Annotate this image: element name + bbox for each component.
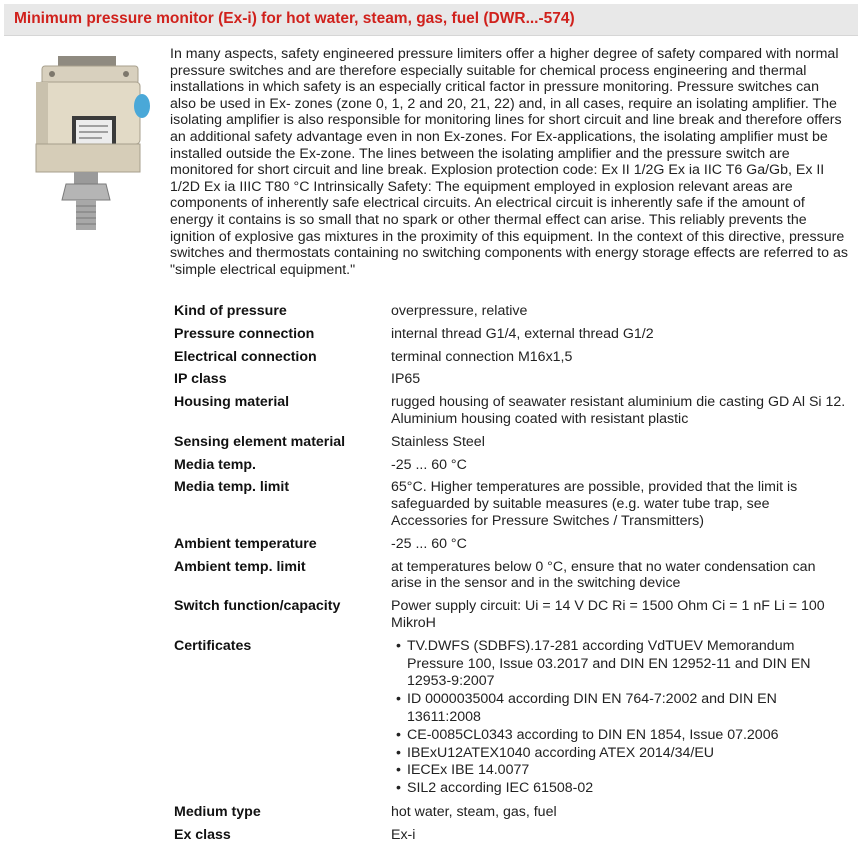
certificate-item: • TV.DWFS (SDBFS).17-281 according VdTUEV Memorandum Pressure 100, Issue 03.2017 and DIN EN 12952-11 and DIN EN 12953-9:2007 — [391, 638, 848, 691]
spec-label: Ambient temperature — [174, 535, 317, 552]
product-description — [170, 46, 848, 278]
spec-label: Certificates — [174, 637, 252, 654]
certificate-item: • IECEx IBE 14.0077 — [391, 762, 848, 780]
spec-value: Stainless Steel — [391, 433, 485, 450]
spec-label: Media temp. — [174, 456, 256, 473]
spec-row — [170, 394, 860, 434]
spec-row — [170, 457, 860, 480]
spec-row — [170, 536, 860, 559]
spec-value: overpressure, relative — [391, 303, 528, 319]
spec-value: Ex-i — [391, 826, 416, 843]
spec-value: rugged housing of seawater resistant aluminium die casting GD Al Si 12. Aluminium housing coated with resistant plastic — [391, 394, 846, 427]
spec-row — [170, 804, 860, 827]
spec-label: Ex class — [174, 826, 231, 843]
product-image — [16, 54, 156, 234]
spec-value: 65°C. Higher temperatures are possible, provided that the limit is safeguarded by suitable measures (e.g. water tube trap, see Accessories for Pressure Switches / Transmitters) — [391, 479, 798, 529]
spec-value: at temperatures below 0 °C, ensure that no water condensation can arise in the sensor and in the switching device — [391, 558, 816, 592]
spec-row-certificates — [170, 638, 860, 804]
spec-value: hot water, steam, gas, fuel — [391, 803, 557, 820]
spec-table — [170, 303, 860, 850]
certificate-item: • CE-0085CL0343 according to DIN EN 1854, Issue 07.2006 — [391, 727, 848, 745]
spec-row — [170, 326, 860, 349]
page-title: Minimum pressure monitor (Ex-i) for hot water, steam, gas, fuel (DWR...-574) — [14, 10, 575, 27]
spec-label: Housing material — [174, 394, 290, 411]
spec-label: Ambient temp. limit — [174, 558, 306, 575]
spec-row — [170, 349, 860, 372]
spec-row — [170, 559, 860, 599]
spec-row — [170, 827, 860, 850]
spec-value: -25 ... 60 °C — [391, 535, 467, 552]
spec-label: Switch function/capacity — [174, 598, 341, 615]
spec-label: Media temp. limit — [174, 479, 290, 496]
spec-value: -25 ... 60 °C — [391, 456, 467, 473]
spec-row — [170, 479, 860, 535]
certificate-item: • IBExU12ATEX1040 according ATEX 2014/34/EU — [391, 745, 848, 763]
spec-label: Electrical connection — [174, 348, 317, 365]
spec-row — [170, 303, 860, 326]
spec-row — [170, 598, 860, 638]
page-header — [4, 4, 858, 36]
spec-row — [170, 434, 860, 457]
spec-row — [170, 371, 860, 394]
description-text: In many aspects, safety engineered pressure limiters offer a higher degree of safety compared with normal pressure switches and are therefore especially suitable for chemical process engineering and thermal installations in which safety is an especially critical factor in pressure monitoring. Pressure switches can also be used in Ex- zones (zone 0, 1, 2 and 20, 21, 22) and, in all cases, require an isolating amplifier. The isolating amplifier is also responsible for monitoring lines for short circuit and line break and therefore offers an additional safety advantage even in non Ex-zones. For Ex-applications, the isolating amplifier must be installed outside the Ex-zone. The lines between the isolating amplifier and the pressure switch are monitored for short circuit and line break. Explosion protection code: Ex II 1/2G Ex ia IIC T6 Ga/Gb, Ex II 1/2D Ex ia IIIC T80 °C Intrinsically Safety: The equipment employed in explosion relevant areas are components of inherently safe electrical circuits. An electrical circuit is inherently safe if the amount of energy it contains is so small that no spark or other thermal effect can arise. This reliably prevents the ignition of explosive gas mixtures in the proximity of this equipment. In the context of this directive, pressure switches and thermostats containing no switching components with energy storage effects are referred to as "simple electrical equipment." — [170, 46, 848, 278]
spec-value: internal thread G1/4, external thread G1/2 — [391, 325, 654, 342]
spec-value — [391, 638, 860, 798]
spec-label: Medium type — [174, 803, 261, 820]
spec-value: Power supply circuit: Ui = 14 V DC Ri = 1500 Ohm Ci = 1 nF Li = 100 MikroH — [391, 598, 825, 631]
spec-label: IP class — [174, 371, 227, 388]
spec-value: terminal connection M16x1,5 — [391, 348, 573, 365]
certificate-item: • SIL2 according IEC 61508-02 — [391, 780, 848, 798]
spec-label: Pressure connection — [174, 325, 315, 342]
certificate-item: • ID 0000035004 according DIN EN 764-7:2002 and DIN EN 13611:2008 — [391, 691, 848, 727]
spec-label: Sensing element material — [174, 433, 346, 450]
certificate-list — [391, 638, 848, 798]
spec-value: IP65 — [391, 371, 421, 388]
spec-label: Kind of pressure — [174, 303, 287, 319]
